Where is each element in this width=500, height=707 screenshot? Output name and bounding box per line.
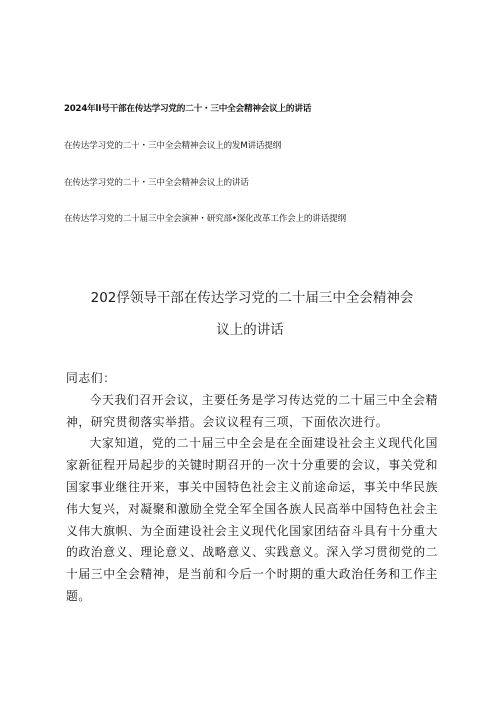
toc-item: 在传达学习党的二十届三中全会演神・研究部•深化改革工作会上的讲话提纲 — [64, 214, 346, 224]
body-paragraph: 大家知道，党的二十届三中全会是在全面建设社会主义现代化国家新征程开局起步的关键时期召开的一次十分重要的会议，事关党和国家事业继往开来，事关中国特色社会主义前途命运，事关中华民族伟大复兴，对凝聚和激励全党全军全国各族人民高举中国特色社会主义伟大旗帜、为全面建设社会主义现代化国家团结奋斗具有十分重大的政治意义、理论意义、战略意义、实践意义。深入学习贯彻党的二十届三中全会精神，是当前和今后一个时期的重大政治任务和工作主题。 — [66, 436, 438, 603]
toc-item: 在传达学习党的二十・三中全会精神会议上的讲话 — [64, 178, 249, 188]
document-title-line1: 202俘领导干部在传达学习党的二十届三中全会精神会 — [90, 290, 414, 306]
toc-item: 在传达学习党的二十・三中全会精神会议上的发M讲话提纲 — [64, 141, 282, 151]
body-paragraph: 今天我们召开会议，主要任务是学习传达党的二十届三中全会精神，研究贯彻落实举措。会议议程有三项，下面依次进行。 — [66, 392, 438, 429]
document-title-line2: 议上的讲话 — [216, 322, 284, 338]
salutation: 同志们： — [66, 371, 116, 385]
toc-item: 2024年lI号干部在传达学习党的二十・三中全会精神会议上的讲话 — [64, 104, 312, 114]
document-body — [66, 368, 438, 608]
